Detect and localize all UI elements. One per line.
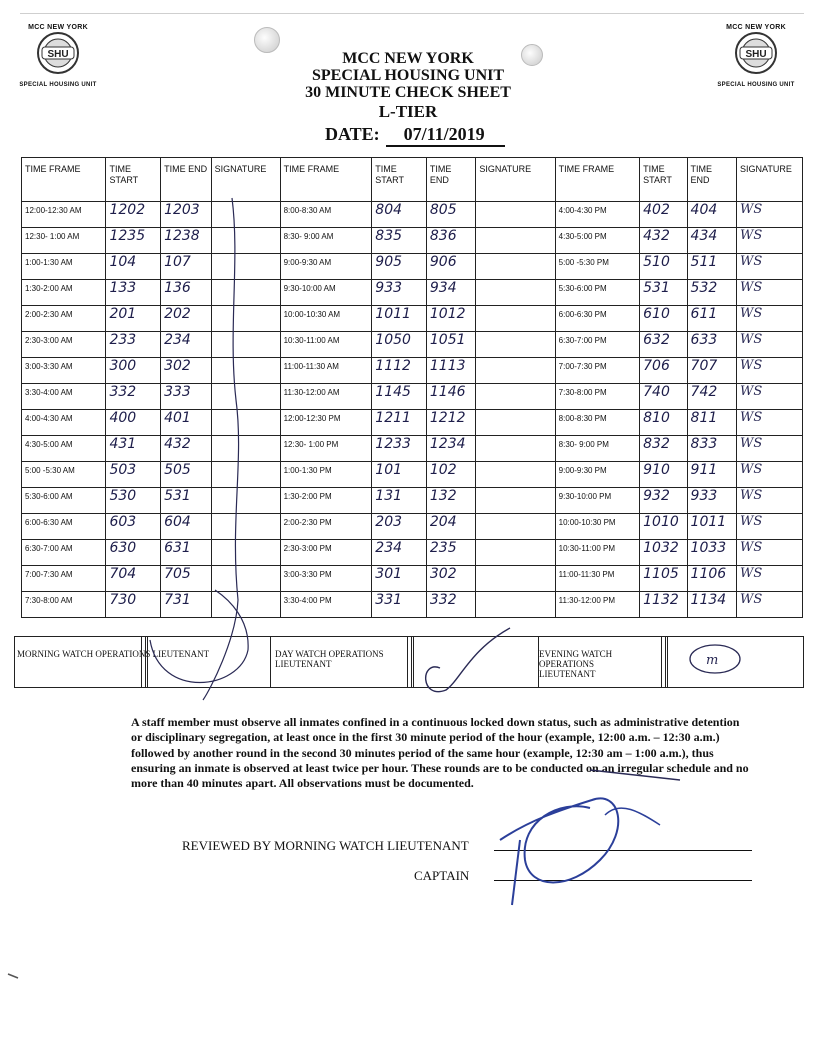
- handwritten-time: 532: [690, 280, 718, 296]
- logo-bottom-text: SPECIAL HOUSING UNIT: [19, 82, 97, 88]
- col-header: SIGNATURE: [736, 158, 802, 202]
- handwritten-time: 611: [690, 306, 718, 322]
- handwritten-time: 133: [109, 280, 137, 296]
- handwritten-signature: WS: [739, 488, 763, 503]
- handwritten-time: 934: [429, 280, 457, 296]
- time-frame-cell: 11:00-11:30 PM: [555, 566, 639, 592]
- time-frame-cell: 12:30- 1:00 AM: [22, 228, 106, 254]
- handwritten-time: 1011: [690, 514, 727, 530]
- time-frame-cell: 5:30-6:00 PM: [555, 280, 639, 306]
- time-frame-cell: 10:00-10:30 PM: [555, 514, 639, 540]
- header-line-3: 30 MINUTE CHECK SHEET: [305, 84, 511, 101]
- handwritten-time: 804: [375, 202, 403, 218]
- handwritten-time: 204: [429, 514, 457, 530]
- handwritten-time: 1211: [375, 410, 411, 426]
- time-frame-cell: 5:00 -5:30 PM: [555, 254, 639, 280]
- handwritten-signature: WS: [739, 228, 763, 243]
- evening-watch-initial: m: [706, 653, 719, 668]
- time-frame-cell: 8:00-8:30 PM: [555, 410, 639, 436]
- time-frame-cell: 4:30-5:00 PM: [555, 228, 639, 254]
- handwritten-time: 603: [109, 514, 137, 530]
- time-frame-cell: 2:00-2:30 AM: [22, 306, 106, 332]
- time-frame-cell: 9:00-9:30 AM: [280, 254, 372, 280]
- time-frame-cell: 1:30-2:00 AM: [22, 280, 106, 306]
- handwritten-time: 630: [109, 540, 137, 556]
- time-frame-cell: 12:00-12:30 PM: [280, 410, 372, 436]
- handwritten-time: 911: [690, 462, 718, 478]
- time-frame-cell: 11:30-12:00 PM: [555, 592, 639, 618]
- handwritten-time: 400: [109, 410, 137, 426]
- morning-signature-stroke: [203, 198, 239, 700]
- logo-top-text: MCC NEW YORK: [28, 24, 88, 31]
- col-header: SIGNATURE: [211, 158, 280, 202]
- handwritten-time: 431: [109, 436, 137, 452]
- handwritten-time: 906: [429, 254, 457, 270]
- handwritten-time: 101: [375, 462, 403, 478]
- handwritten-time: 910: [643, 462, 670, 478]
- handwritten-time: 434: [690, 228, 718, 244]
- handwritten-time: 531: [164, 488, 191, 504]
- handwritten-time: 933: [375, 280, 403, 296]
- handwritten-time: 234: [375, 540, 403, 556]
- handwritten-time: 832: [643, 436, 670, 452]
- handwritten-time: 331: [375, 592, 403, 608]
- handwritten-time: 530: [109, 488, 137, 504]
- handwritten-time: 604: [164, 514, 191, 530]
- signature-slash: [590, 770, 680, 780]
- handwritten-time: 1033: [690, 540, 727, 556]
- handwritten-time: 1202: [109, 202, 146, 218]
- handwritten-time: 1012: [429, 306, 466, 322]
- time-frame-cell: 1:30-2:00 PM: [280, 488, 372, 514]
- col-header: SIGNATURE: [476, 158, 555, 202]
- time-frame-cell: 9:30-10:00 AM: [280, 280, 372, 306]
- handwritten-time: 835: [375, 228, 403, 244]
- handwritten-signature: WS: [739, 566, 763, 581]
- handwritten-time: 401: [164, 410, 191, 426]
- handwritten-time: 131: [375, 488, 403, 504]
- handwritten-time: 707: [690, 358, 718, 374]
- handwritten-time: 704: [109, 566, 137, 582]
- time-frame-cell: 6:00-6:30 AM: [22, 514, 106, 540]
- handwritten-time: 233: [109, 332, 137, 348]
- header-line-2: SPECIAL HOUSING UNIT: [311, 67, 505, 84]
- handwritten-time: 332: [429, 592, 457, 608]
- handwritten-time: 203: [375, 514, 403, 530]
- reviewer-signature: [500, 798, 618, 882]
- handwritten-signature: WS: [739, 254, 763, 269]
- handwritten-time: 107: [164, 254, 191, 270]
- handwritten-time: 1203: [164, 202, 200, 218]
- handwritten-time: 1233: [375, 436, 411, 452]
- handwritten-signature: WS: [739, 280, 763, 295]
- handwritten-time: 1105: [643, 566, 679, 582]
- time-frame-cell: 1:00-1:30 AM: [22, 254, 106, 280]
- handwritten-time: 300: [109, 358, 137, 374]
- col-header: TIME END: [161, 158, 211, 202]
- handwritten-signature: WS: [739, 540, 763, 555]
- time-frame-cell: 6:00-6:30 PM: [555, 306, 639, 332]
- time-frame-cell: 3:00-3:30 PM: [280, 566, 372, 592]
- col-header: TIME END: [687, 158, 736, 202]
- margin-mark: [8, 974, 18, 978]
- col-header: TIME FRAME: [555, 158, 639, 202]
- handwritten-time: 1112: [375, 358, 411, 374]
- handwritten-time: 905: [375, 254, 403, 270]
- handwritten-signature: WS: [739, 332, 763, 347]
- handwritten-time: 136: [164, 280, 191, 296]
- handwritten-time: 132: [429, 488, 457, 504]
- handwritten-time: 1238: [164, 228, 200, 244]
- logo-top-text: MCC NEW YORK: [726, 24, 786, 31]
- time-frame-cell: 7:30-8:00 PM: [555, 384, 639, 410]
- handwritten-time: 404: [690, 202, 718, 218]
- handwritten-time: 202: [164, 306, 191, 322]
- handwritten-signature: WS: [739, 462, 763, 477]
- time-frame-cell: 5:30-6:00 AM: [22, 488, 106, 514]
- svg-text:SHU: SHU: [47, 49, 69, 60]
- time-frame-cell: 8:30- 9:00 PM: [555, 436, 639, 462]
- handwritten-time: 432: [643, 228, 670, 244]
- time-frame-cell: 11:00-11:30 AM: [280, 358, 372, 384]
- time-frame-cell: 4:00-4:30 AM: [22, 410, 106, 436]
- time-frame-cell: 7:00-7:30 PM: [555, 358, 639, 384]
- time-frame-cell: 2:30-3:00 AM: [22, 332, 106, 358]
- handwritten-time: 1146: [429, 384, 466, 400]
- handwritten-time: 1011: [375, 306, 411, 322]
- time-frame-cell: 8:30- 9:00 AM: [280, 228, 372, 254]
- header-line-4: L-TIER: [378, 102, 438, 121]
- handwritten-time: 1051: [429, 332, 466, 348]
- handwritten-time: 511: [690, 254, 718, 270]
- handwritten-time: 1235: [109, 228, 146, 244]
- handwritten-time: 631: [164, 540, 191, 556]
- handwritten-signature: WS: [739, 306, 763, 321]
- time-frame-cell: 2:00-2:30 PM: [280, 514, 372, 540]
- time-frame-cell: 10:30-11:00 AM: [280, 332, 372, 358]
- handwritten-time: 402: [643, 202, 670, 218]
- time-frame-cell: 11:30-12:00 AM: [280, 384, 372, 410]
- handwritten-time: 201: [109, 306, 137, 322]
- time-frame-cell: 10:00-10:30 AM: [280, 306, 372, 332]
- handwritten-time: 811: [690, 410, 718, 426]
- time-frame-cell: 12:30- 1:00 PM: [280, 436, 372, 462]
- handwritten-signature: WS: [739, 436, 763, 451]
- handwritten-time: 1106: [690, 566, 727, 582]
- handwritten-time: 234: [164, 332, 191, 348]
- handwritten-time: 836: [429, 228, 457, 244]
- handwritten-time: 301: [375, 566, 403, 582]
- time-frame-cell: 9:00-9:30 PM: [555, 462, 639, 488]
- handwritten-time: 503: [109, 462, 137, 478]
- reviewer-signature-flourish: [605, 808, 660, 825]
- handwritten-time: 104: [109, 254, 137, 270]
- evening-watch-label: EVENING WATCH OPERATIONS LIEUTENANT: [539, 649, 613, 679]
- time-frame-cell: 3:30-4:00 PM: [280, 592, 372, 618]
- handwritten-time: 1032: [643, 540, 679, 556]
- handwritten-time: 730: [109, 592, 137, 608]
- handwritten-signature: WS: [739, 384, 763, 399]
- handwritten-time: 1050: [375, 332, 411, 348]
- handwritten-time: 1010: [643, 514, 679, 530]
- time-frame-cell: 6:30-7:00 PM: [555, 332, 639, 358]
- handwritten-time: 1132: [643, 592, 679, 608]
- day-watch-label: DAY WATCH OPERATIONS LIEUTENANT: [275, 649, 384, 669]
- handwritten-time: 102: [429, 462, 457, 478]
- svg-text:SHU: SHU: [745, 49, 767, 60]
- time-frame-cell: 4:30-5:00 AM: [22, 436, 106, 462]
- morning-watch-signature: [150, 590, 248, 683]
- col-header: TIME FRAME: [22, 158, 106, 202]
- time-frame-cell: 4:00-4:30 PM: [555, 202, 639, 228]
- handwritten-time: 833: [690, 436, 718, 452]
- col-header: TIME START: [106, 158, 161, 202]
- time-frame-cell: 6:30-7:00 AM: [22, 540, 106, 566]
- handwritten-time: 810: [643, 410, 670, 426]
- handwritten-time: 510: [643, 254, 670, 270]
- handwritten-signature: WS: [739, 410, 763, 425]
- time-frame-cell: 12:00-12:30 AM: [22, 202, 106, 228]
- handwritten-time: 505: [164, 462, 191, 478]
- date-value: 07/11/2019: [386, 124, 505, 147]
- handwritten-time: 432: [164, 436, 191, 452]
- col-header: TIME START: [640, 158, 687, 202]
- captain-label: CAPTAIN: [414, 868, 470, 883]
- handwritten-time: 531: [643, 280, 670, 296]
- handwritten-time: 302: [164, 358, 191, 374]
- time-frame-cell: 8:00-8:30 AM: [280, 202, 372, 228]
- handwritten-time: 706: [643, 358, 670, 374]
- header-line-1: MCC NEW YORK: [342, 50, 474, 67]
- handwritten-time: 742: [690, 384, 718, 400]
- handwritten-time: 731: [164, 592, 191, 608]
- reviewed-by-label: REVIEWED BY MORNING WATCH LIEUTENANT: [182, 838, 469, 853]
- handwritten-time: 235: [429, 540, 457, 556]
- handwritten-time: 633: [690, 332, 718, 348]
- col-header: TIME FRAME: [280, 158, 372, 202]
- handwritten-time: 805: [429, 202, 457, 218]
- time-frame-cell: 3:00-3:30 AM: [22, 358, 106, 384]
- handwritten-time: 740: [643, 384, 670, 400]
- handwritten-time: 1234: [429, 436, 466, 452]
- time-frame-cell: 7:30-8:00 AM: [22, 592, 106, 618]
- handwritten-time: 933: [690, 488, 718, 504]
- handwritten-time: 332: [109, 384, 137, 400]
- morning-watch-label: MORNING WATCH OPERATIONS LIEUTENANT: [17, 649, 210, 659]
- instructions-paragraph: A staff member must observe all inmates confined in a continuous locked down status, such as administrative detention or disciplinary segregation, at least once in the first 30 minute period of the hour (example, 12:00 a.m. – 12:30 a.m.) followed by another round in the second 30 minutes period of the same hour (example, 12:30 am – 1:00 a.m.), thus ensuring an inmate is observed at least twice per hour. These rounds are to be conducted on an irregular schedule and no more than 40 minutes apart. All observations must be documented.: [131, 715, 749, 791]
- time-frame-cell: 1:00-1:30 PM: [280, 462, 372, 488]
- time-frame-cell: 7:00-7:30 AM: [22, 566, 106, 592]
- time-frame-cell: 5:00 -5:30 AM: [22, 462, 106, 488]
- handwritten-signature: WS: [739, 592, 763, 607]
- time-frame-cell: 2:30-3:00 PM: [280, 540, 372, 566]
- reviewer-signature-stroke: [512, 840, 520, 905]
- date-label: DATE:: [325, 124, 380, 144]
- logo-bottom-text: SPECIAL HOUSING UNIT: [717, 82, 795, 88]
- handwritten-time: 1134: [690, 592, 727, 608]
- handwritten-time: 333: [164, 384, 191, 400]
- handwritten-time: 1113: [429, 358, 466, 374]
- handwritten-signature: WS: [739, 202, 763, 217]
- day-watch-signature: [426, 628, 510, 692]
- col-header: TIME END: [426, 158, 475, 202]
- handwritten-signature: WS: [739, 514, 763, 529]
- handwritten-time: 610: [643, 306, 670, 322]
- handwritten-time: 1145: [375, 384, 411, 400]
- handwritten-time: 932: [643, 488, 670, 504]
- handwritten-time: 705: [164, 566, 191, 582]
- handwritten-time: 302: [429, 566, 457, 582]
- time-frame-cell: 9:30-10:00 PM: [555, 488, 639, 514]
- time-frame-cell: 3:30-4:00 AM: [22, 384, 106, 410]
- time-frame-cell: 10:30-11:00 PM: [555, 540, 639, 566]
- handwritten-signature: WS: [739, 358, 763, 373]
- handwritten-time: 1212: [429, 410, 466, 426]
- handwritten-time: 632: [643, 332, 670, 348]
- col-header: TIME START: [372, 158, 427, 202]
